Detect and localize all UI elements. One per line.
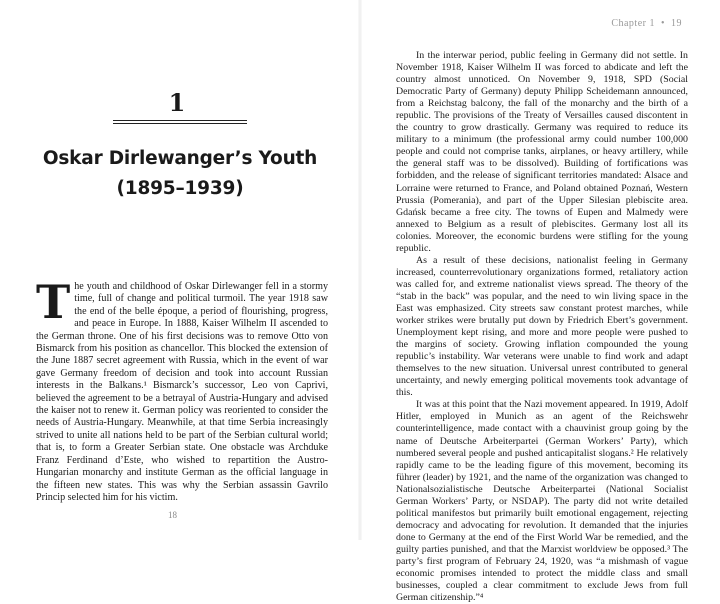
- running-head-page-number: 19: [671, 18, 682, 29]
- right-paragraph-2: As a result of these decisions, nationalist feeling in Germany increased, counterrevolutionary organizations formed, retaliatory action was called for, and extreme nationalist views spread. The theory of the “stab in the back” was popular, and the need to win living space in the East was emphasized. City streets saw constant protest marches, while worker strikes were brutally put down by Friedrich Ebert’s government. Unemployment kept rising, and more and more people were pushed to the margins of society. Growing inflation compounded the young republic’s instability. War veterans were unable to find work and adapt themselves to the new situation. Universal unrest contributed to general uncertainty, and newly emerging political movements took advantage of this.: [396, 254, 688, 399]
- right-page: [360, 0, 720, 604]
- chapter-title: [40, 144, 320, 204]
- chapter-title-line2: (1895–1939): [116, 178, 244, 199]
- right-paragraph-1: In the interwar period, public feeling in Germany did not settle. In November 1918, Kaiser Wilhelm II was forced to abdicate and left the country almost unnoticed. On November 9, 1918, SPD (Social Democratic Party of Germany) deputy Philipp Scheidemann announced, from a Reichstag balcony, the fall of the monarchy and the birth of a republic. The provisions of the Treaty of Versailles caused discontent in the country to grow drastically. Germany was required to reduce its military to a minimum (the professional army could number 100,000 people and could not comprise tanks, airplanes, or heavy artillery, while the general staff was to be dissolved). Building of fortifications was forbidden, and the release of significant territories mandated: Alsace and Lorraine were returned to France, and Poland obtained Poznań, Western Prussia (Pomerania), and part of the Upper Silesian plebiscite area. Gdańsk became a free city. The towns of Eupen and Malmedy were annexed to Belgium as a result of plebiscites. Germany lost all its colonies. Moreover, the economic burdens were stifling for the young republic.: [396, 50, 688, 254]
- chapter-number: 1: [168, 88, 186, 117]
- chapter-rule-top: [113, 120, 247, 121]
- left-page-number: 18: [168, 510, 177, 520]
- running-head-separator: •: [660, 18, 665, 29]
- chapter-title-line1: Oskar Dirlewanger’s Youth: [42, 148, 318, 169]
- running-head: [611, 18, 682, 29]
- running-head-chapter: Chapter 1: [611, 18, 655, 29]
- right-paragraph-3: It was at this point that the Nazi movement appeared. In 1919, Adolf Hitler, employed in Munich as an agent of the Reichswehr counterintelligence, made contact with a chauvinist group going by the name of Deutsche Arbeiterpartei (German Workers’ Party), which numbered several people and pushed anticapitalist slogans.² He relatively rapidly came to be the leading figure of this movement, becoming its führer (leader) by 1921, and the name of the organization was changed to Nationalsozialistische Deutsche Arbeiterpartei (National Socialist German Workers’ Party, or NSDAP). The party did not write detailed political manifestos but primarily built emotional engagement, rejecting democracy and advocating for revolution. It demanded that the injuries done to Germany at the end of the First World War be remedied, and the guilty parties punished, and that the Marxist worldview be opposed.³ The party’s first program of February 24, 1920, was “a mishmash of vague economic promises intended to protect the middle class and small businesses, coupled a clear commitment to exclude Jews from full German citizenship.”⁴: [396, 399, 688, 604]
- left-paragraph-1-text: he youth and childhood of Oskar Dirlewanger fell in a stormy time, full of change and political turmoil. The year 1918 saw the end of the belle époque, a period of flourishing, progress, and peace in Europe. In 1888, Kaiser Wilhelm II ascended to the German throne. One of his first decisions was to remove Otto von Bismarck from his position as chancellor. This blocked the extension of the June 1887 secret agreement with Russia, which in the event of war gave Germany freedom of decision and took into account Russian interests in the Balkans.¹ Bismarck’s successor, Leo von Caprivi, believed the agreement to be a betrayal of Austria-Hungary and advised the kaiser not to renew it. German policy was reoriented to consider the needs of Austria-Hungary. Meanwhile, at that time Serbia increasingly strived to unite all nations held to be part of the Serbian cultural world; that is, to form a Greater Serbian state. One obstacle was Archduke Franz Ferdinand d’Este, who wished to repartition the Austro-Hungarian monarchy and institute German as the official language in the fifteen new states. This was why the Serbian assassin Gavrilo Princip selected him for his victim.: [36, 281, 328, 503]
- left-body-text: [36, 275, 328, 504]
- right-body-text: [396, 50, 688, 604]
- chapter-rule-bottom: [113, 123, 247, 124]
- left-page: [0, 0, 360, 540]
- left-paragraph-1: [36, 275, 328, 504]
- drop-cap: T: [36, 275, 71, 329]
